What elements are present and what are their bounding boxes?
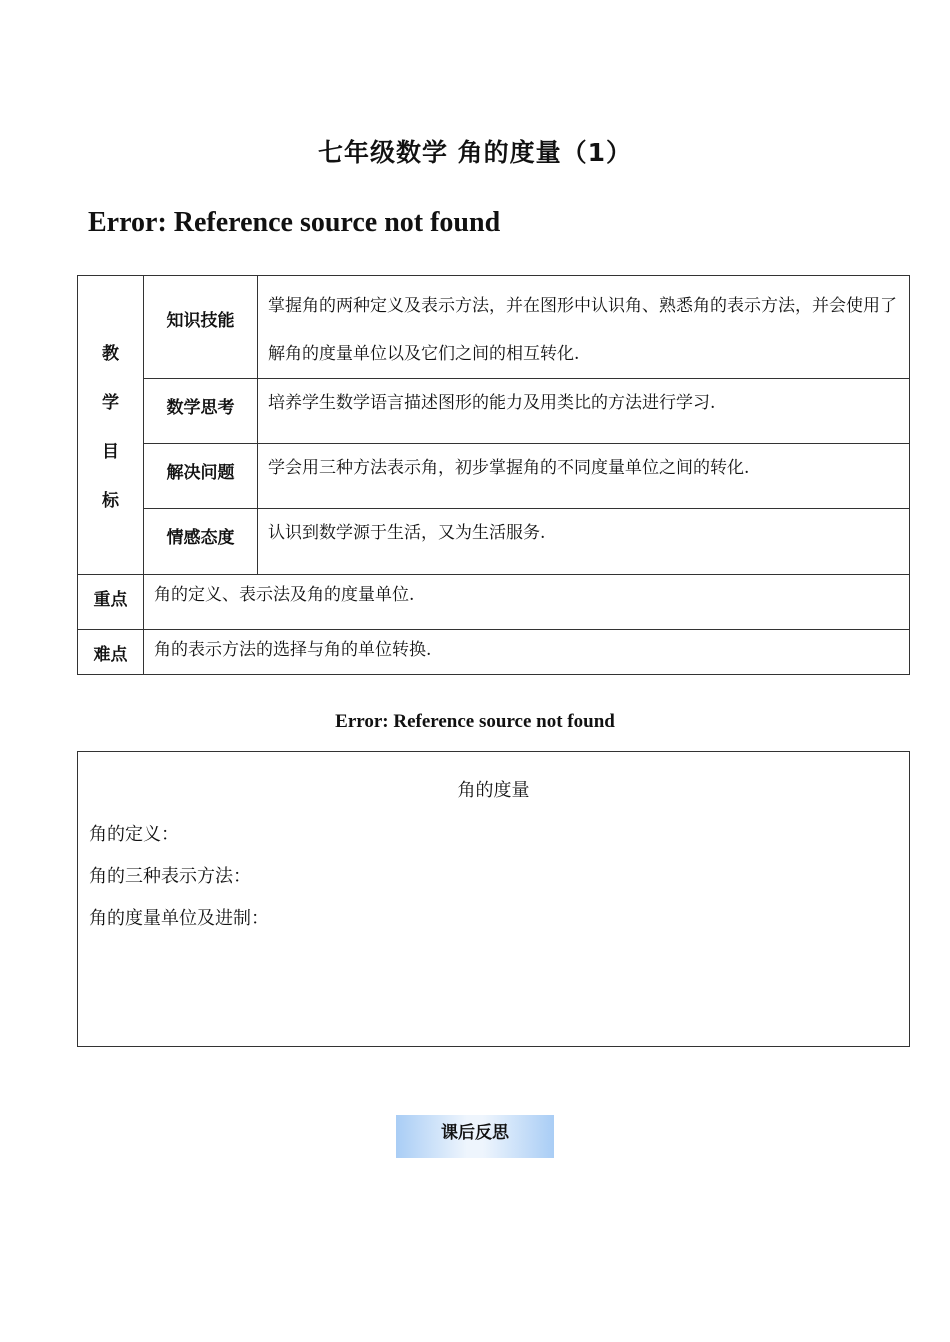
key-point-label: 重点 — [78, 575, 144, 630]
table-row — [78, 444, 910, 509]
table-row — [78, 276, 910, 379]
goals-header-char: 标 — [102, 491, 119, 511]
goals-header — [78, 276, 144, 575]
table-row — [78, 509, 910, 575]
goals-header-char: 学 — [102, 393, 119, 413]
board-line: 角的三种表示方法： — [89, 866, 251, 887]
teaching-goals-table — [77, 275, 910, 675]
difficulty-text: 角的表示方法的选择与角的单位转换. — [144, 630, 910, 675]
goal-label: 情感态度 — [144, 509, 258, 575]
goals-header-char: 教 — [102, 344, 119, 364]
table-row — [78, 630, 910, 675]
goals-header-char: 目 — [102, 442, 119, 462]
reflection-button[interactable]: 课后反思 — [396, 1115, 554, 1158]
board-caption: Error: Reference source not found — [335, 711, 615, 732]
key-point-text: 角的定义、表示法及角的度量单位. — [144, 575, 910, 630]
goal-label: 数学思考 — [144, 379, 258, 444]
goal-label: 解决问题 — [144, 444, 258, 509]
table-row — [78, 575, 910, 630]
difficulty-label: 难点 — [78, 630, 144, 675]
board-line: 角的定义： — [89, 824, 179, 845]
document-title: 七年级数学 角的度量（1） — [317, 138, 633, 167]
goal-label: 知识技能 — [144, 276, 258, 379]
board-title: 角的度量 — [457, 780, 530, 801]
goal-text: 学会用三种方法表示角，初步掌握角的不同度量单位之间的转化. — [258, 444, 910, 509]
goal-text: 培养学生数学语言描述图形的能力及用类比的方法进行学习. — [258, 379, 910, 444]
goal-text: 认识到数学源于生活，又为生活服务. — [258, 509, 910, 575]
section-heading: Error: Reference source not found — [88, 207, 501, 238]
board-line: 角的度量单位及进制： — [89, 908, 269, 929]
table-row — [78, 379, 910, 444]
goal-text: 掌握角的两种定义及表示方法，并在图形中认识角、熟悉角的表示方法，并会使用了解角的度量单位以及它们之间的相互转化. — [258, 276, 910, 379]
blackboard-design-box — [77, 751, 910, 1047]
